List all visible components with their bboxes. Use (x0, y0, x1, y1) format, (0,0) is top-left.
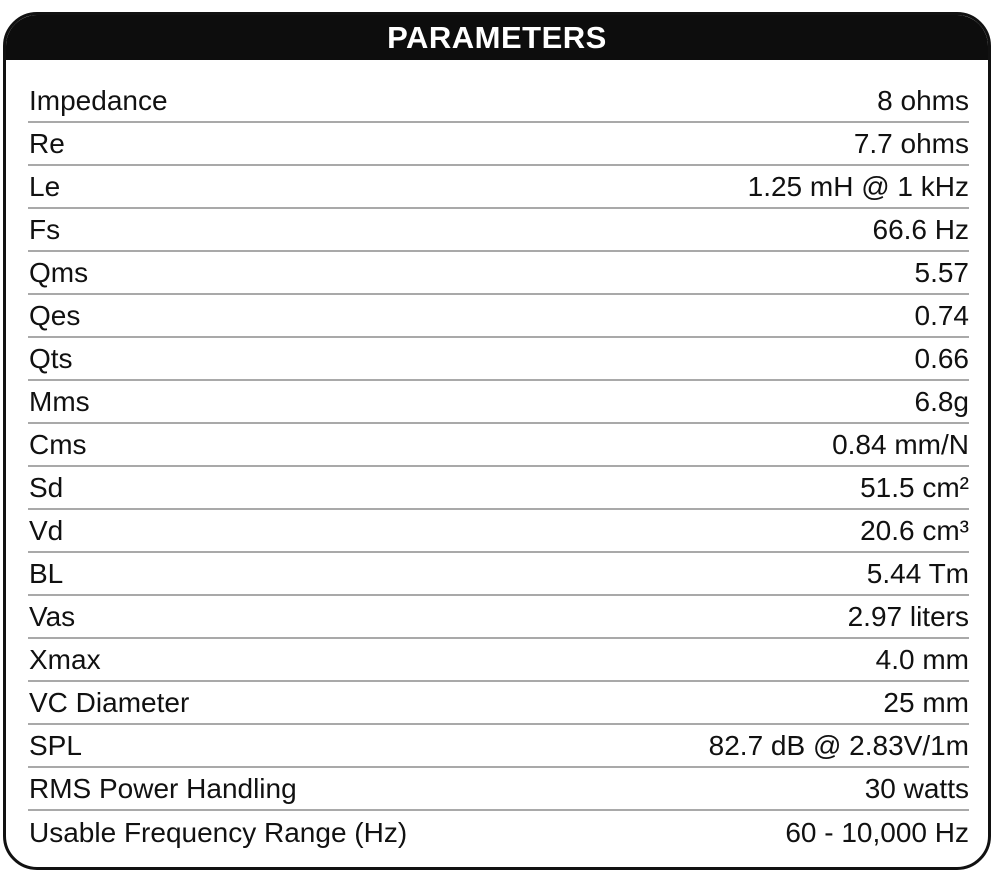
parameter-label: Impedance (29, 84, 168, 116)
parameter-label: Le (29, 170, 61, 202)
parameter-value: 5.57 (914, 256, 969, 288)
table-row (28, 123, 969, 166)
table-row (28, 510, 969, 553)
parameter-value: 4.0 mm (875, 643, 969, 675)
table-row (28, 381, 969, 424)
parameter-label: VC Diameter (29, 686, 190, 718)
parameter-label: Vd (29, 514, 64, 546)
table-row (28, 166, 969, 209)
parameter-label: RMS Power Handling (29, 772, 297, 804)
parameter-label: Usable Frequency Range (Hz) (29, 816, 408, 848)
table-row (28, 682, 969, 725)
parameter-value: 51.5 cm² (860, 471, 969, 503)
table-row (28, 338, 969, 381)
parameter-value: 7.7 ohms (853, 127, 969, 159)
parameter-label: Vas (29, 600, 76, 632)
table-row (28, 252, 969, 295)
parameter-value: 8 ohms (877, 84, 969, 116)
table-row (28, 811, 969, 854)
table-row (28, 295, 969, 338)
table-row (28, 725, 969, 768)
parameter-value: 0.66 (914, 342, 969, 374)
parameter-value: 1.25 mH @ 1 kHz (747, 170, 969, 202)
table-row (28, 80, 969, 123)
parameter-value: 5.44 Tm (866, 557, 969, 589)
parameter-value: 0.74 (914, 299, 969, 331)
parameter-value: 60 - 10,000 Hz (785, 816, 969, 848)
parameter-label: Xmax (29, 643, 101, 675)
table-row (28, 553, 969, 596)
table-row (28, 467, 969, 510)
parameter-label: Cms (29, 428, 87, 460)
parameter-label: Sd (29, 471, 64, 503)
parameters-header: PARAMETERS (6, 15, 988, 60)
parameters-panel (3, 12, 991, 870)
parameter-value: 25 mm (883, 686, 969, 718)
table-row (28, 639, 969, 682)
parameter-value: 30 watts (864, 772, 969, 804)
parameter-label: Re (29, 127, 65, 159)
table-row (28, 768, 969, 811)
table-row (28, 596, 969, 639)
parameter-label: Fs (29, 213, 61, 245)
parameter-value: 66.6 Hz (872, 213, 969, 245)
parameter-value: 6.8g (914, 385, 969, 417)
parameter-label: SPL (29, 729, 82, 761)
parameter-label: Mms (29, 385, 90, 417)
parameter-label: Qms (29, 256, 89, 288)
parameter-value: 82.7 dB @ 2.83V/1m (708, 729, 969, 761)
table-row (28, 209, 969, 252)
parameter-value: 20.6 cm³ (860, 514, 969, 546)
parameter-value: 2.97 liters (847, 600, 969, 632)
parameter-value: 0.84 mm/N (832, 428, 969, 460)
parameters-table (28, 80, 969, 854)
table-row (28, 424, 969, 467)
parameter-label: BL (29, 557, 64, 589)
parameter-label: Qts (29, 342, 73, 374)
parameter-label: Qes (29, 299, 81, 331)
